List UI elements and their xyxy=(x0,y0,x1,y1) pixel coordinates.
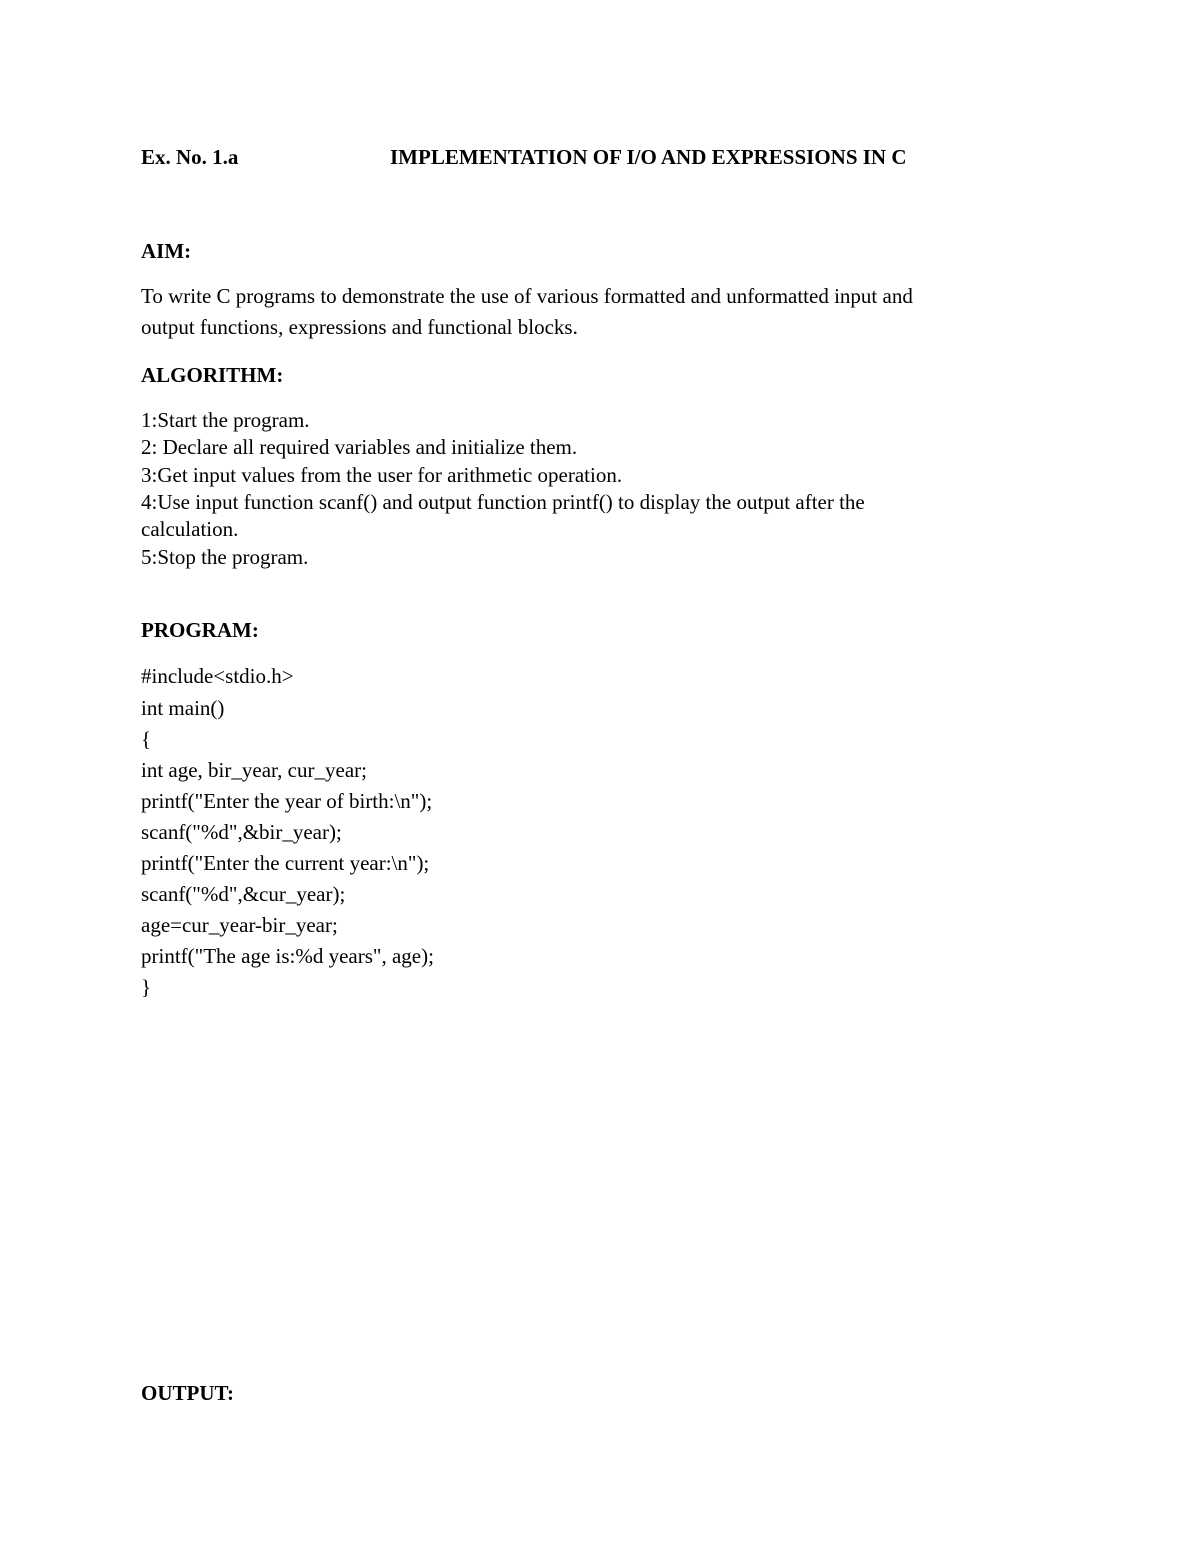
code-line: } xyxy=(141,975,152,999)
code-line: printf("Enter the year of birth:\n"); xyxy=(141,789,433,813)
code-line: #include<stdio.h> xyxy=(141,664,294,688)
page-title: IMPLEMENTATION OF I/O AND EXPRESSIONS IN C xyxy=(390,145,907,169)
code-line: int main() xyxy=(141,696,225,720)
algorithm-step: 1:Start the program. xyxy=(141,408,310,432)
aim-line: output functions, expressions and functional blocks. xyxy=(141,315,578,339)
algorithm-step: 2: Declare all required variables and initialize them. xyxy=(141,435,578,459)
code-line: { xyxy=(141,727,152,751)
exercise-number: Ex. No. 1.a xyxy=(141,145,239,169)
algorithm-heading: ALGORITHM: xyxy=(141,363,284,387)
aim-line: To write C programs to demonstrate the use of various formatted and unformatted input and xyxy=(141,284,913,308)
algorithm-step: 4:Use input function scanf() and output function printf() to display the output after the xyxy=(141,490,865,514)
code-line: age=cur_year-bir_year; xyxy=(141,913,338,937)
algorithm-step: calculation. xyxy=(141,517,239,541)
algorithm-step: 5:Stop the program. xyxy=(141,545,309,569)
aim-heading: AIM: xyxy=(141,239,192,263)
code-line: scanf("%d",&cur_year); xyxy=(141,882,346,906)
code-line: printf("Enter the current year:\n"); xyxy=(141,851,430,875)
code-line: scanf("%d",&bir_year); xyxy=(141,820,342,844)
program-heading: PROGRAM: xyxy=(141,618,259,642)
algorithm-step: 3:Get input values from the user for arithmetic operation. xyxy=(141,463,623,487)
code-line: int age, bir_year, cur_year; xyxy=(141,758,367,782)
code-line: printf("The age is:%d years", age); xyxy=(141,944,434,968)
output-heading: OUTPUT: xyxy=(141,1381,234,1405)
